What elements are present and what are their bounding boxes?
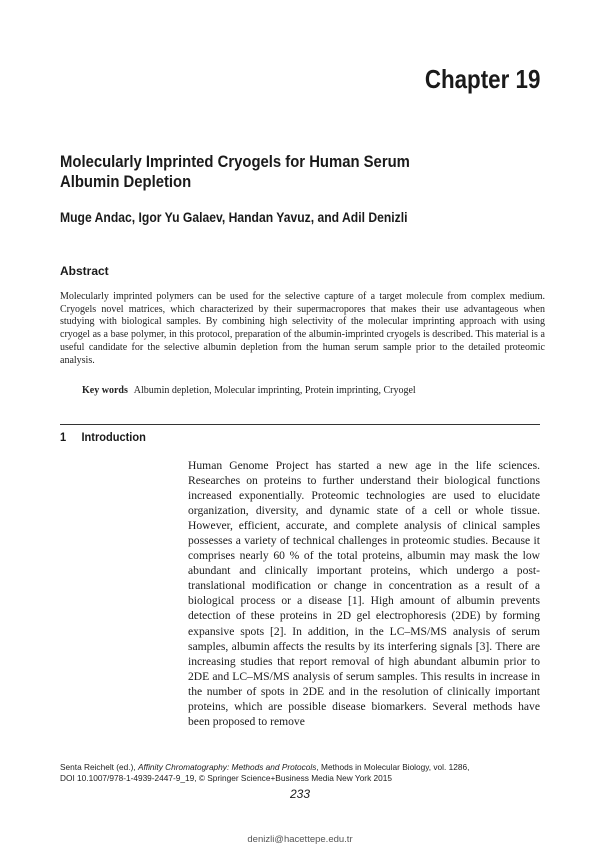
citation-doi: DOI 10.1007/978-1-4939-2447-9_19, © Springer Science+Business Media New York 2015 (60, 773, 392, 783)
keywords (82, 385, 552, 396)
section-number: 1 (60, 430, 67, 444)
citation-series: , Methods in Molecular Biology, vol. 1286, (316, 762, 470, 772)
citation-line-1 (60, 762, 540, 773)
section-title: Introduction (81, 430, 146, 444)
abstract-heading: Abstract (60, 264, 109, 278)
abstract-text: Molecularly imprinted polymers can be used for the selective capture of a target molecule from complex medium. Cryogels novel matrices, which characterized by their supermacropores that makes their use advantageous when studying with biological samples. By combining high selectivity of the molecular imprinting approach with using cryogel as a base polymer, in this protocol, preparation of the albumin-imprinted cryogels is described. This material is a useful candidate for the selective albumin depletion from the human serum sample prior to the detailed proteomic analysis. (60, 291, 545, 366)
section-divider (60, 424, 540, 425)
keywords-text: Albumin depletion, Molecular imprinting, Protein imprinting, Cryogel (133, 385, 416, 396)
section-heading (60, 430, 146, 444)
citation-footer (60, 762, 540, 784)
page-number: 233 (289, 787, 311, 801)
author-list: Muge Andac, Igor Yu Galaev, Handan Yavuz, and Adil Denizli (60, 210, 408, 225)
citation-book-title: Affinity Chromatography: Methods and Protocols (137, 762, 317, 772)
download-watermark: denizli@hacettepe.edu.tr (247, 834, 353, 845)
chapter-title: Molecularly Imprinted Cryogels for Human Serum Albumin Depletion (60, 153, 410, 191)
citation-editor: Senta Reichelt (ed.), (60, 762, 138, 772)
introduction-body: Human Genome Project has started a new age in the life sciences. Researches on proteins to further understand their biological functions increased exponentially. Proteomic technologies are used to elucidate organization, diversity, and dynamic state of a cell or whole tissue. However, efficient, accurate, and complete analysis of clinical samples possesses a variety of technical challenges in proteomic studies. Because it comprises nearly 60 % of the total proteins, albumin may mask the low abundant and clinically important proteins, which undergo a post-translational modification or change in concentration as a result of a biological process or a disease [1]. High amount of albumin prevents detection of these proteins in 2D gel electrophoresis (2DE) by forming expansive spots [2]. In addition, in the LC–MS/MS analysis of serum samples, albumin affects the results by its interfering signals [3]. There are increasing studies that report removal of high abundant albumin prior to 2DE and LC–MS/MS analysis of serum samples. This results in increase in the number of spots in 2DE and in the resolution of clinically important proteins, which are possible disease biomarkers. Several methods have been proposed to remove (188, 459, 540, 728)
chapter-number: Chapter 19 (424, 64, 540, 94)
keywords-label: Key words (82, 385, 128, 396)
